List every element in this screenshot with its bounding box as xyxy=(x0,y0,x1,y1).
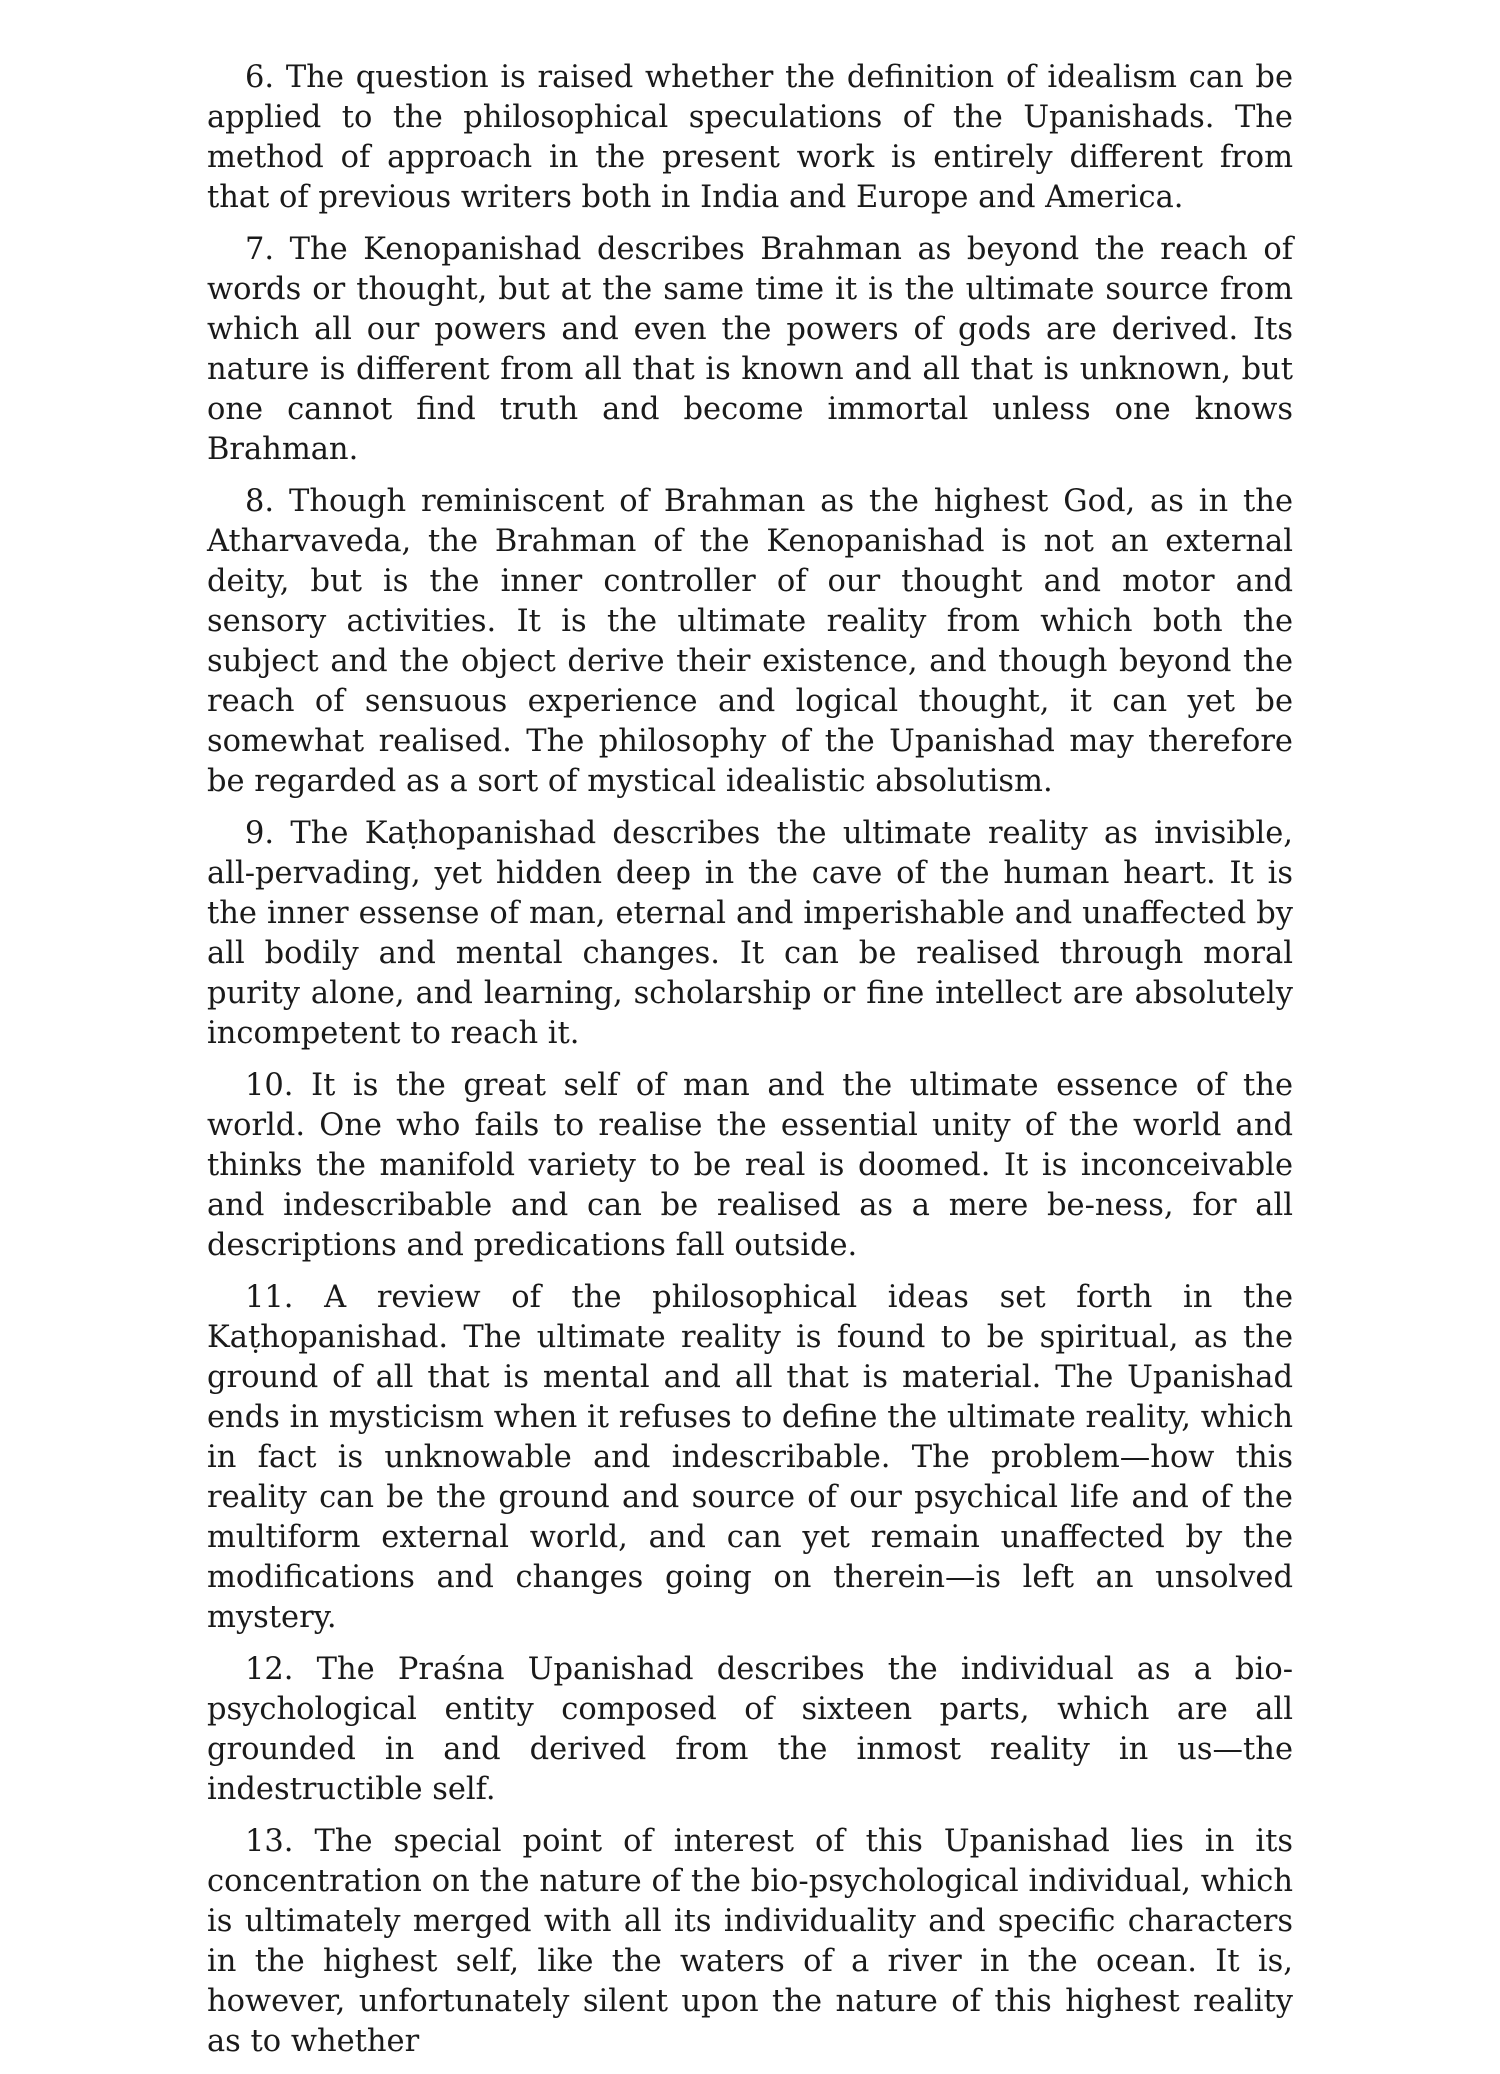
paragraph-12 xyxy=(207,1650,1293,1810)
paragraph-number: 7. xyxy=(245,232,275,267)
paragraph-9 xyxy=(207,814,1293,1054)
paragraph-11 xyxy=(207,1278,1293,1638)
paragraph-8 xyxy=(207,482,1293,802)
paragraph-number: 12. xyxy=(245,1652,294,1687)
paragraph-text: It is the great self of man and the ultimate essence of the world. One who fails to realise the essential unity of the world and thinks the manifold variety to be real is doomed. It is inconceivable and indescribable and can be realised as a mere be-ness, for all descriptions and predications fall outside. xyxy=(207,1068,1293,1263)
paragraph-10 xyxy=(207,1066,1293,1266)
paragraph-number: 9. xyxy=(245,816,275,851)
paragraph-text: The Kaṭhopanishad describes the ultimate reality as invisible, all-pervading, yet hidden deep in the cave of the human heart. It is the inner essense of man, eternal and imperishable and unaffected by all bodily and mental changes. It can be realised through moral purity alone, and learning, scholarship or fine intellect are absolutely incompetent to reach it. xyxy=(207,816,1294,1051)
paragraph-text: The Kenopanishad describes Brahman as beyond the reach of words or thought, but at the same time it is the ultimate source from which all our powers and even the powers of gods are derived. Its nature is different from all that is known and all that is unknown, but one cannot find truth and become immortal unless one knows Brahman. xyxy=(207,232,1293,467)
paragraph-number: 6. xyxy=(245,60,275,95)
paragraph-number: 10. xyxy=(245,1068,294,1103)
document-page xyxy=(207,58,1293,2074)
paragraph-text: The Praśna Upanishad describes the individual as a bio-psychological entity composed of sixteen parts, which are all grounded in and derived from the inmost reality in us—the indestructible self. xyxy=(207,1652,1293,1807)
paragraph-text: Though reminiscent of Brahman as the highest God, as in the Atharvaveda, the Brahman of the Kenopanishad is not an external deity, but is the inner controller of our thought and motor and sensory activities. It is the ultimate reality from which both the subject and the object derive their existence, and though beyond the reach of sensuous experience and logical thought, it can yet be somewhat realised. The philosophy of the Upanishad may therefore be regarded as a sort of mystical idealistic absolutism. xyxy=(207,484,1293,799)
paragraph-6 xyxy=(207,58,1293,218)
paragraph-text: The question is raised whether the definition of idealism can be applied to the philosophical speculations of the Upanishads. The method of approach in the present work is entirely different from that of previous writers both in India and Europe and America. xyxy=(207,60,1293,215)
paragraph-text: The special point of interest of this Upanishad lies in its concentration on the nature of the bio-psychological individual, which is ultimately merged with all its individuality and specific characters in the highest self, like the waters of a river in the ocean. It is, however, unfortunately silent upon the nature of this highest reality as to whether xyxy=(207,1824,1293,2059)
paragraph-text: A review of the philosophical ideas set forth in the Kaṭhopanishad. The ultimate reality is found to be spiritual, as the ground of all that is mental and all that is material. The Upanishad ends in mysticism when it refuses to define the ultimate reality, which in fact is unknowable and indescribable. The problem—how this reality can be the ground and source of our psychical life and of the multiform external world, and can yet remain unaffected by the modifications and changes going on therein—is left an unsolved mystery. xyxy=(207,1280,1293,1635)
paragraph-13 xyxy=(207,1822,1293,2062)
paragraph-number: 13. xyxy=(245,1824,294,1859)
paragraph-number: 8. xyxy=(245,484,275,519)
paragraph-number: 11. xyxy=(245,1280,294,1315)
paragraph-7 xyxy=(207,230,1293,470)
